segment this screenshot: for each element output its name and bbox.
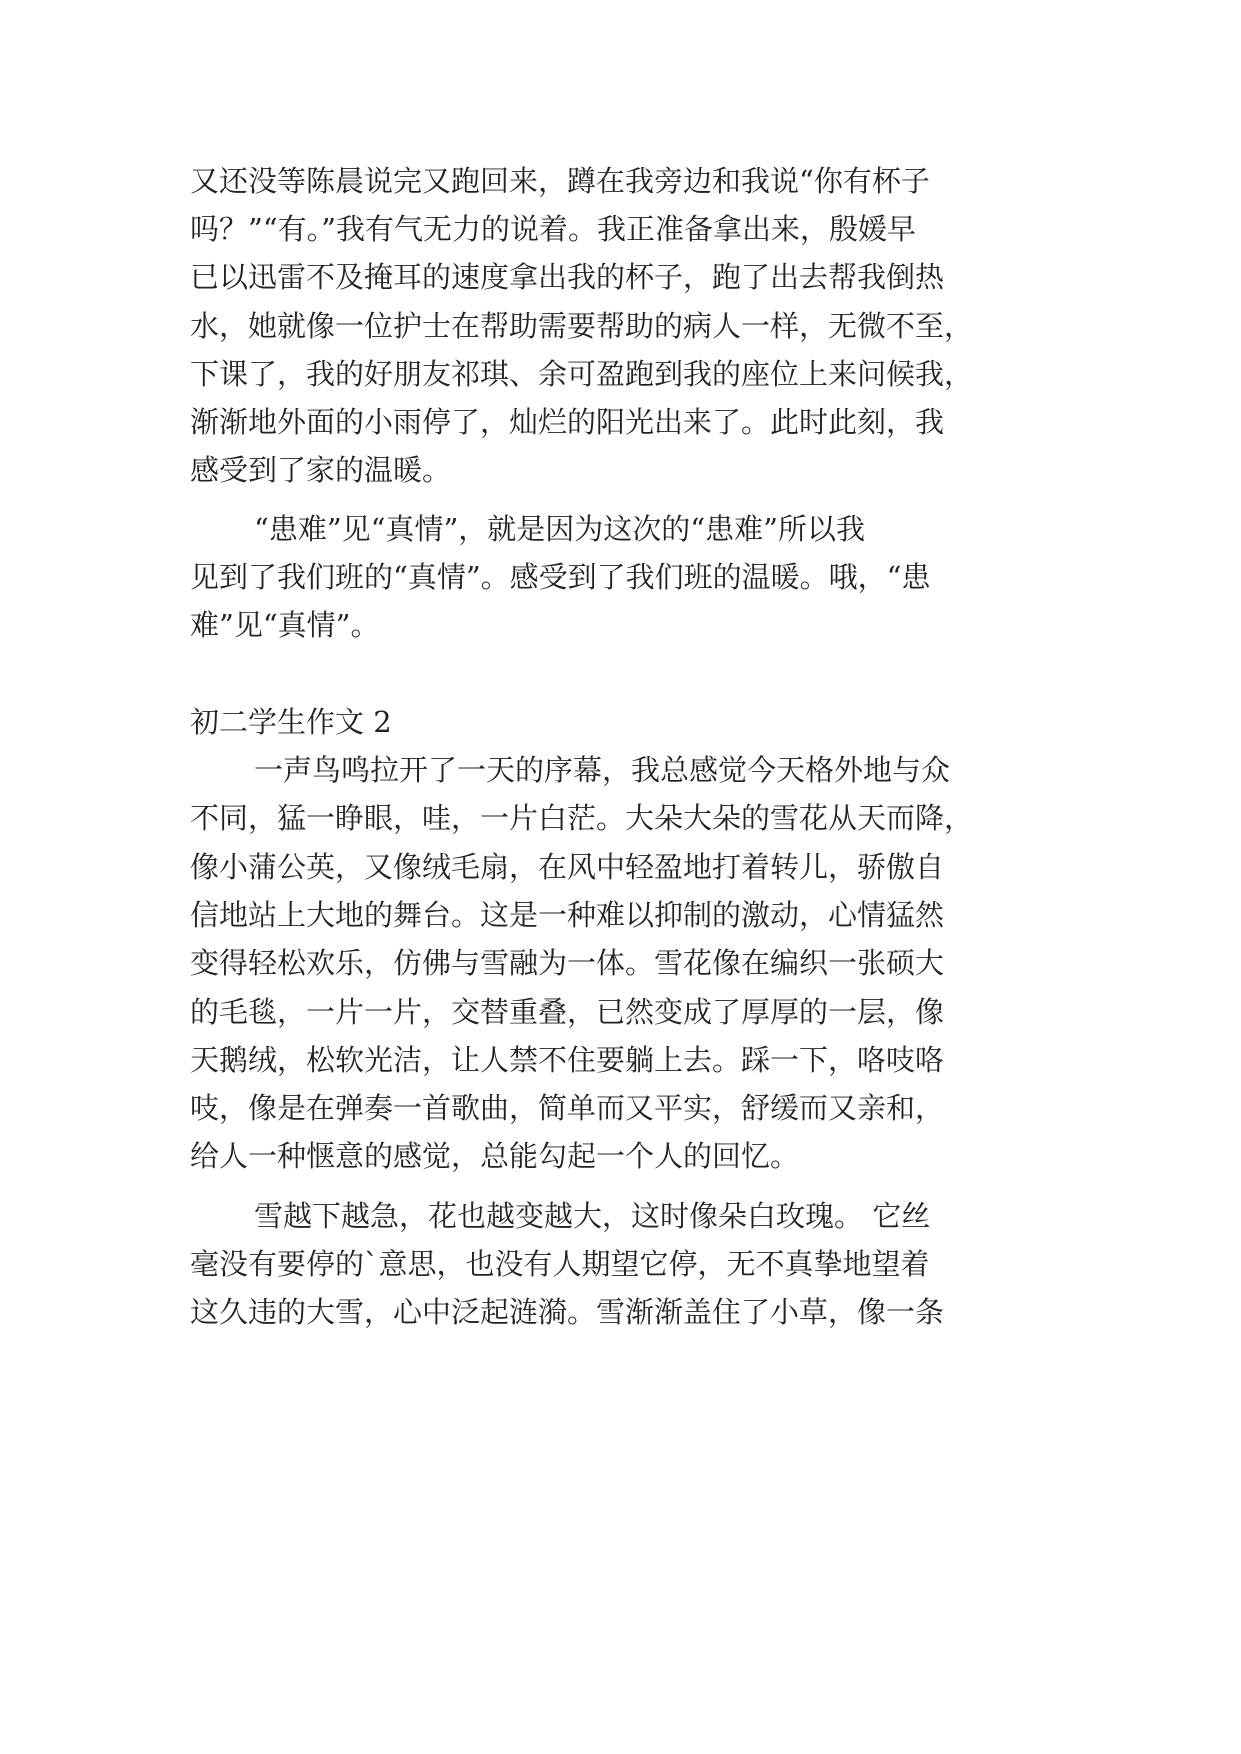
text-line: 已以迅雷不及掩耳的速度拿出我的杯子，跑了出去帮我倒热: [190, 260, 945, 294]
text-line: 给人一种惬意的感觉，总能勾起一个人的回忆。: [190, 1139, 800, 1173]
section-heading: 初二学生作文 2: [190, 705, 392, 739]
text-line: 的毛毯，一片一片，交替重叠，已然变成了厚厚的一层，像: [190, 995, 945, 1029]
text-line: 难”见“真情”。: [190, 608, 380, 642]
text-line: 感受到了家的温暖。: [190, 453, 452, 487]
text-line: “患难”见“真情”，就是因为这次的“患难”所以我: [254, 512, 865, 546]
text-line: 天鹅绒，松软光洁，让人禁不住要躺上去。踩一下，咯吱咯: [190, 1043, 945, 1077]
text-line: 见到了我们班的“真情”。感受到了我们班的温暖。哦，“患: [190, 560, 931, 594]
text-line: 渐渐地外面的小雨停了，灿烂的阳光出来了。此时此刻，我: [190, 405, 945, 439]
text-line: 像小蒲公英，又像绒毛扇，在风中轻盈地打着转儿，骄傲自: [190, 850, 945, 884]
text-line: 一声鸟鸣拉开了一天的序幕，我总感觉今天格外地与众: [254, 753, 951, 787]
text-line: 又还没等陈晨说完又跑回来，蹲在我旁边和我说“你有杯子: [190, 164, 930, 198]
text-line: 下课了，我的好朋友祁琪、余可盈跑到我的座位上来问候我，: [190, 357, 974, 391]
text-line: 毫没有要停的`意思，也没有人期望它停，无不真挚地望着: [190, 1247, 930, 1281]
text-line: 水，她就像一位护士在帮助需要帮助的病人一样，无微不至，: [190, 309, 974, 343]
text-line: 信地站上大地的舞台。这是一种难以抑制的激动，心情猛然: [190, 898, 945, 932]
text-line: 雪越下越急，花也越变越大，这时像朵白玫瑰。 它丝: [254, 1199, 931, 1233]
text-line: 吱，像是在弹奏一首歌曲，简单而又平实，舒缓而又亲和，: [190, 1091, 945, 1125]
text-line: 不同，猛一睁眼，哇，一片白茫。大朵大朵的雪花从天而降，: [190, 801, 974, 835]
text-line: 变得轻松欢乐，仿佛与雪融为一体。雪花像在编织一张硕大: [190, 946, 945, 980]
text-line: 吗？”“有。”我有气无力的说着。我正准备拿出来，殷媛早: [190, 212, 916, 246]
text-line: 这久违的大雪，心中泛起涟漪。雪渐渐盖住了小草，像一条: [190, 1295, 945, 1329]
